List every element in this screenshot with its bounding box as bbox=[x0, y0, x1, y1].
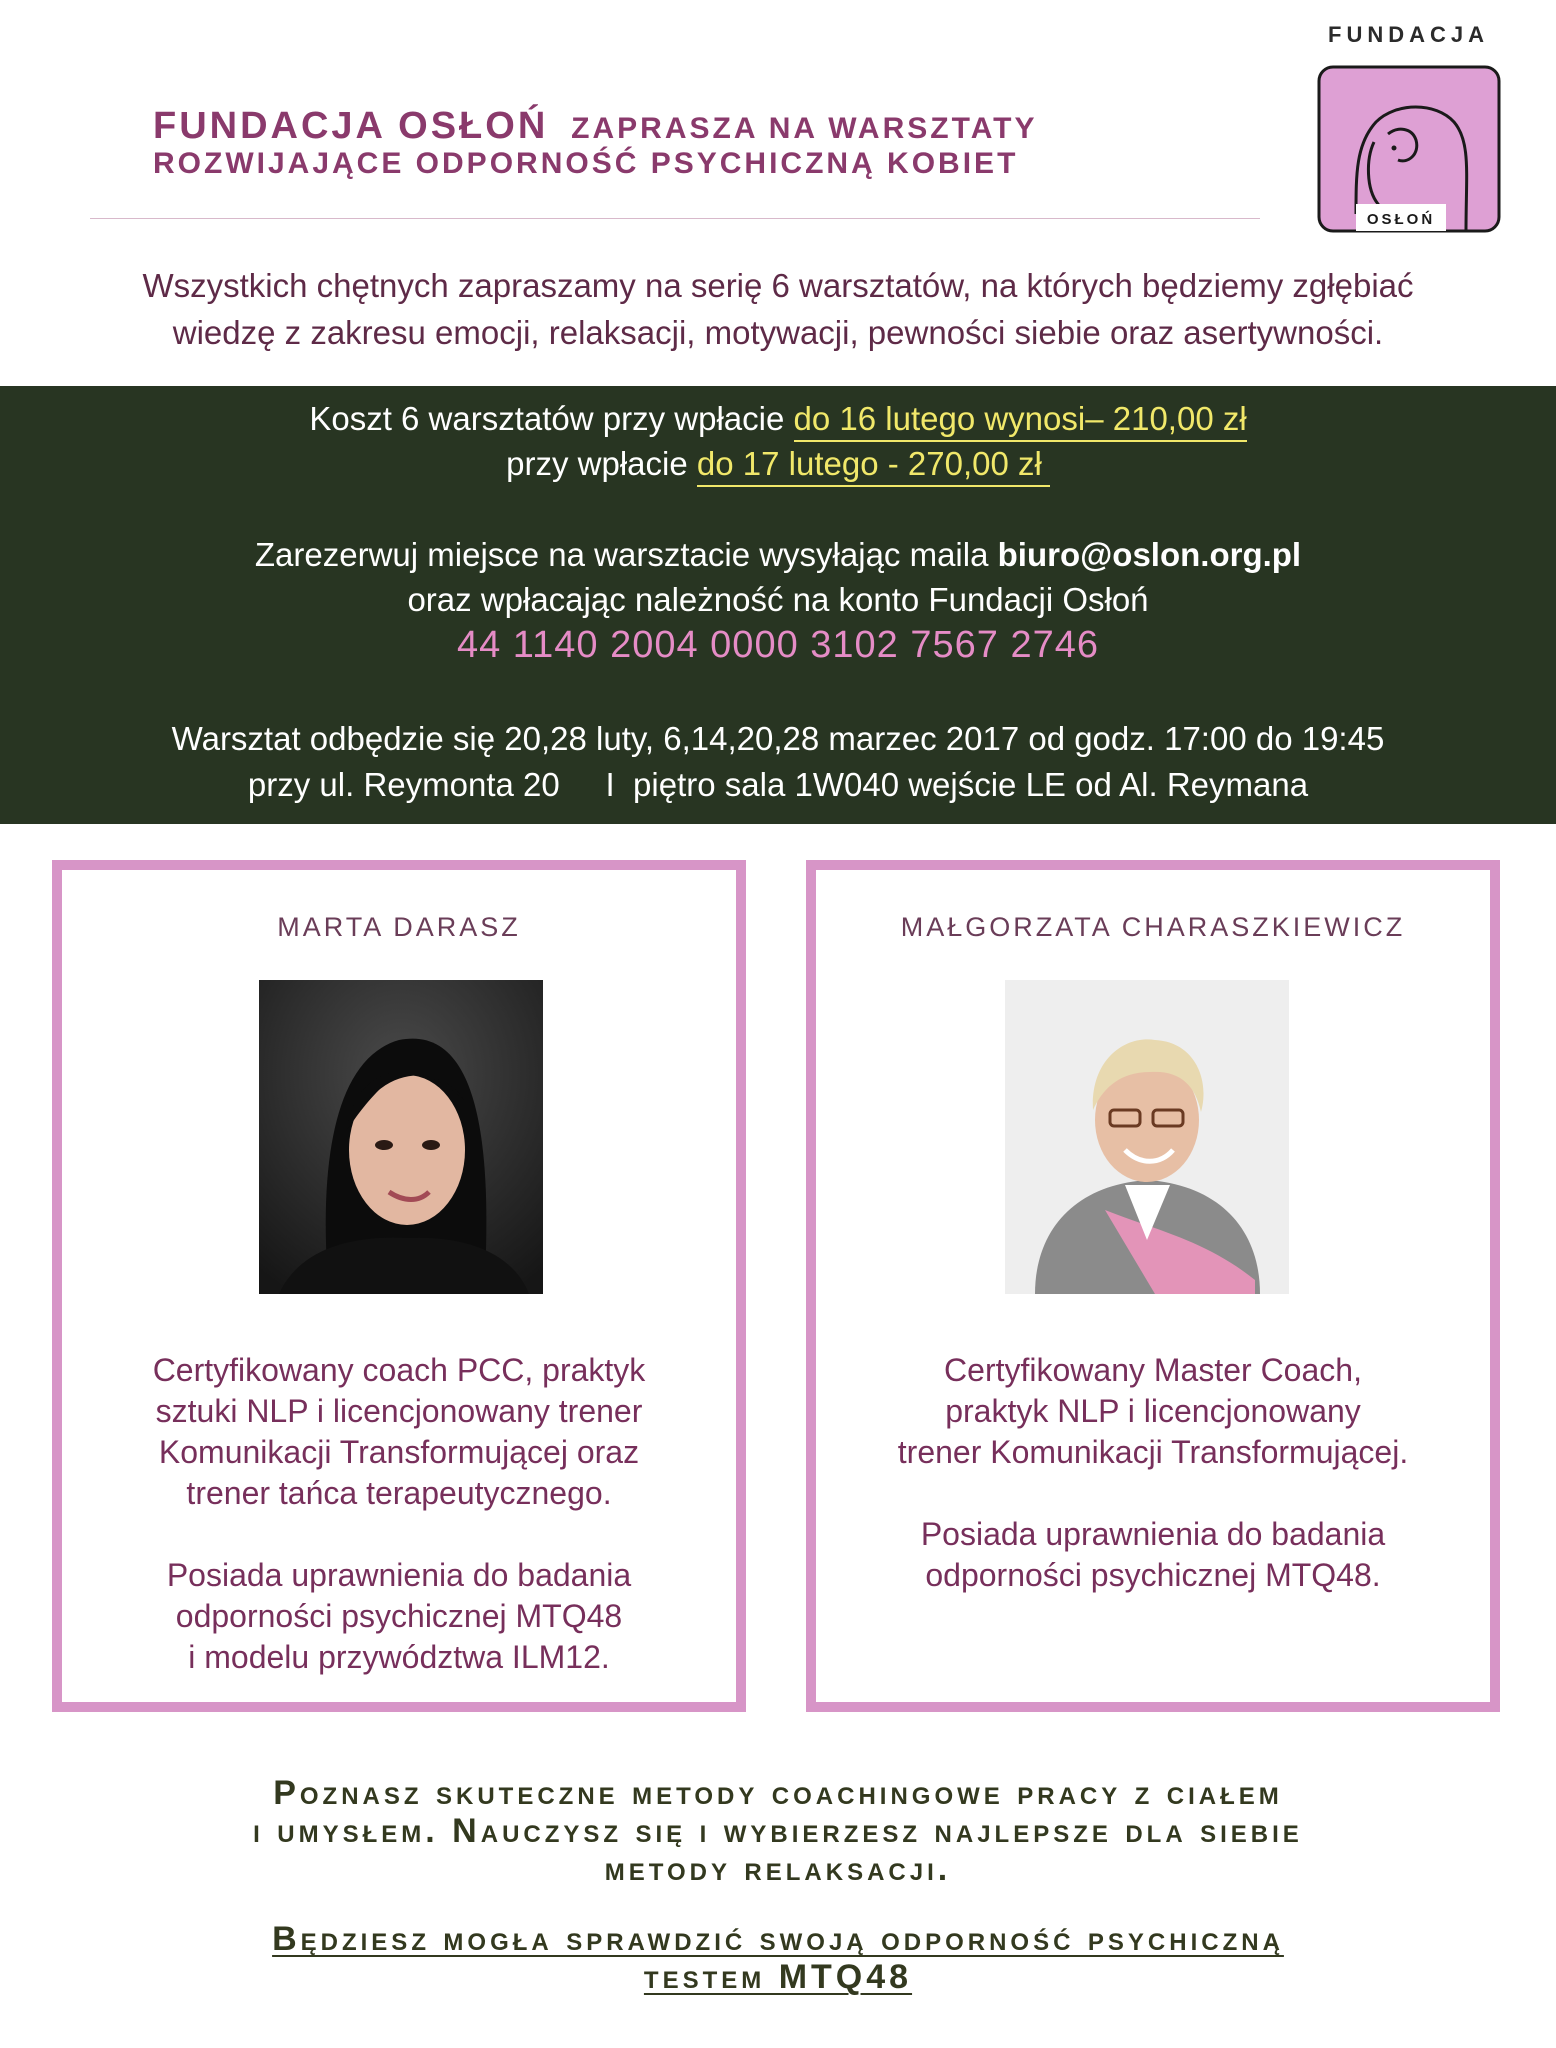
trainer-name: MAŁGORZATA CHARASZKIEWICZ bbox=[900, 912, 1406, 942]
bio-line: trener Komunikacji Transformującej. bbox=[897, 1434, 1409, 1470]
bio-line: i modelu przywództwa ILM12. bbox=[188, 1639, 610, 1675]
bottom-line bbox=[0, 1812, 1556, 1851]
reservation-text: Zarezerwuj miejsce na warsztacie wysyłając maila bbox=[254, 536, 989, 573]
price-line-1 bbox=[0, 400, 1556, 438]
bio-line: Komunikacji Transformującej oraz bbox=[158, 1434, 640, 1470]
logo-top-text: FUNDACJA bbox=[1328, 22, 1489, 47]
intro-line: Wszystkich chętnych zapraszamy na serię 6 warsztatów, na których będziemy zgłębiać bbox=[142, 267, 1414, 304]
trainer-card bbox=[806, 860, 1500, 1712]
intro-text bbox=[30, 262, 1526, 356]
account-number: 44 1140 2004 0000 3102 7567 2746 bbox=[456, 624, 1099, 666]
price-highlight: do 17 lutego - 270,00 zł bbox=[697, 445, 1050, 487]
bio-line: praktyk NLP i licencjonowany bbox=[945, 1393, 1361, 1429]
schedule-line-1: Warsztat odbędzie się 20,28 luty, 6,14,20,28 marzec 2017 od godz. 17:00 do 19:45 bbox=[171, 720, 1385, 757]
trainer-bio bbox=[62, 1350, 736, 1678]
bio-line: trener tańca terapeutycznego. bbox=[186, 1475, 612, 1511]
foundation-logo bbox=[1316, 64, 1502, 234]
trainer-card bbox=[52, 860, 746, 1712]
bio-line: Posiada uprawnienia do badania bbox=[166, 1557, 632, 1593]
bottom-line bbox=[0, 1958, 1556, 1997]
intro-line: wiedzę z zakresu emocji, relaksacji, motywacji, pewności siebie oraz asertywności. bbox=[172, 314, 1384, 351]
bottom-line bbox=[0, 1774, 1556, 1813]
trainer-photo bbox=[1005, 980, 1289, 1294]
logo-bottom-text: OSŁOŃ bbox=[1366, 211, 1436, 228]
reservation-line-1 bbox=[0, 536, 1556, 574]
header-divider bbox=[90, 218, 1260, 219]
email-link[interactable]: biuro@oslon.org.pl bbox=[997, 536, 1302, 573]
bio-line: Posiada uprawnienia do badania bbox=[920, 1516, 1386, 1552]
reservation-line-2: oraz wpłacając należność na konto Fundacji Osłoń bbox=[407, 581, 1149, 618]
bio-line: odporności psychicznej MTQ48 bbox=[175, 1598, 623, 1634]
trainer-photo bbox=[259, 980, 543, 1294]
trainer-name: MARTA DARASZ bbox=[277, 912, 521, 942]
bio-line: sztuki NLP i licencjonowany trener bbox=[155, 1393, 643, 1429]
schedule-line-2: przy ul. Reymonta 20 I piętro sala 1W040 wejście LE od Al. Reymana bbox=[247, 766, 1309, 803]
price-highlight: do 16 lutego wynosi– 210,00 zł bbox=[794, 400, 1247, 442]
bottom-text: Poznasz skuteczne metody coachingowe pracy z ciałem bbox=[273, 1774, 1283, 1812]
org-name: FUNDACJA OSŁOŃ bbox=[153, 105, 549, 147]
price-label: Koszt 6 warsztatów przy wpłacie bbox=[309, 400, 785, 437]
bottom-text: i umysłem. Nauczysz się i wybierzesz najlepsze dla siebie bbox=[253, 1812, 1303, 1850]
bottom-line bbox=[0, 1920, 1556, 1959]
bottom-line bbox=[0, 1850, 1556, 1889]
bottom-text: Będziesz mogła sprawdzić swoją odporność psychiczną bbox=[272, 1920, 1284, 1958]
header-title bbox=[153, 105, 1037, 148]
header-invite: ZAPRASZA NA WARSZTATY bbox=[571, 112, 1038, 145]
header-subtitle: ROZWIJAJĄCE ODPORNOŚĆ PSYCHICZNĄ KOBIET bbox=[153, 147, 1019, 180]
bottom-text: testem MTQ48 bbox=[643, 1958, 913, 1996]
bio-line: odporności psychicznej MTQ48. bbox=[925, 1557, 1381, 1593]
bottom-text: metody relaksacji. bbox=[604, 1850, 952, 1888]
price-line-2 bbox=[0, 445, 1556, 483]
bio-line: Certyfikowany Master Coach, bbox=[944, 1352, 1362, 1388]
price-label: przy wpłacie bbox=[506, 445, 688, 482]
bio-line: Certyfikowany coach PCC, praktyk bbox=[152, 1352, 646, 1388]
trainer-bio bbox=[816, 1350, 1490, 1596]
